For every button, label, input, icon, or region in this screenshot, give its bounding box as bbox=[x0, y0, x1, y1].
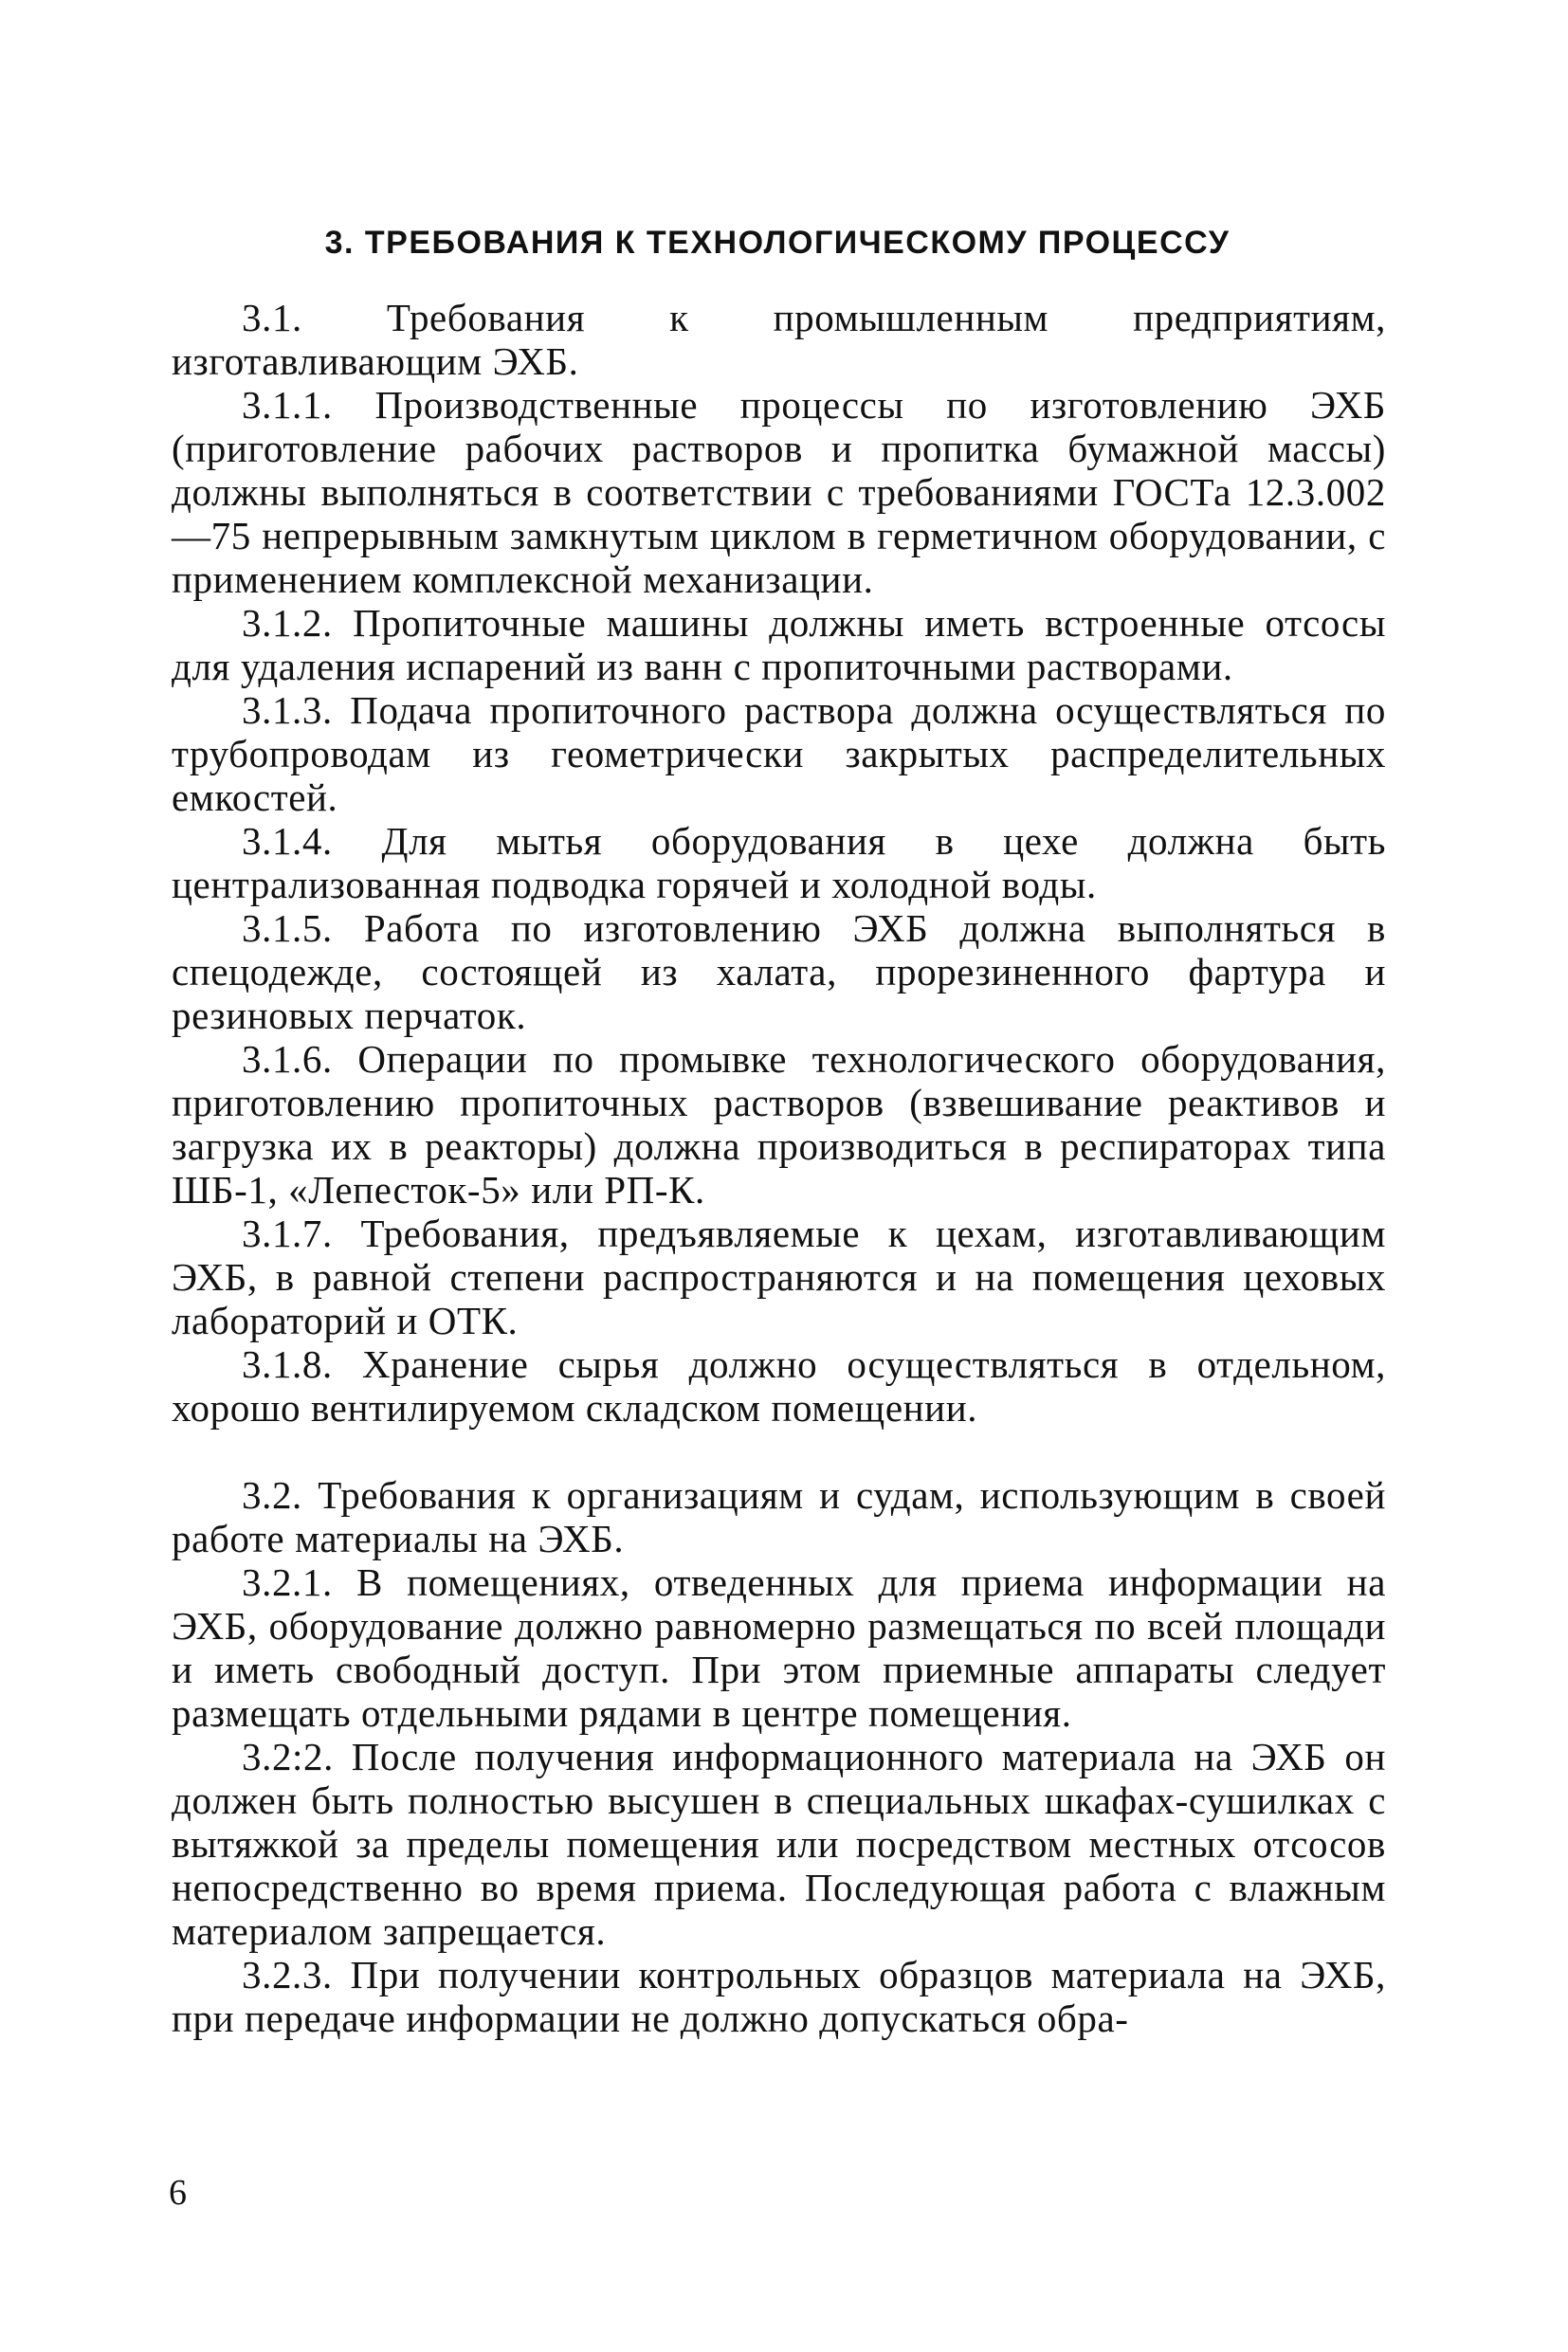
section-heading: 3. ТРЕБОВАНИЯ К ТЕХНОЛОГИЧЕСКОМУ ПРОЦЕССУ bbox=[324, 225, 1231, 261]
section-spacer bbox=[172, 1430, 1386, 1473]
paragraph-3-1-6: 3.1.6. Операции по промывке технологического оборудования, приготовлению пропиточных растворов (взвешивание реактивов и загрузка их в реакторы) должна производиться в респираторах типа ШБ-1, «Лепесток-5» или РП-К. bbox=[172, 1037, 1386, 1212]
paragraph-3-1-1: 3.1.1. Производственные процессы по изготовлению ЭХБ (приготовление рабочих растворов и пропитка бумажной массы) должны выполняться в соответствии с требованиями ГОСТа 12.3.002—75 непрерывным замкнутым циклом в герметичном оборудовании, с применением комплексной механизации. bbox=[172, 383, 1386, 601]
paragraph-3-1-5: 3.1.5. Работа по изготовлению ЭХБ должна выполняться в спецодежде, состоящей из халата, прорезиненного фартура и резиновых перчаток. bbox=[172, 906, 1386, 1037]
paragraph-3-1-2: 3.1.2. Пропиточные машины должны иметь встроенные отсосы для удаления испарений из ванн с пропиточными растворами. bbox=[172, 601, 1386, 688]
paragraph-3-2-1: 3.2.1. В помещениях, отведенных для приема информации на ЭХБ, оборудование должно равномерно размещаться по всей площади и иметь свободный доступ. При этом приемные аппараты следует размещать отдельными рядами в центре помещения. bbox=[172, 1560, 1386, 1735]
paragraph-3-1-8: 3.1.8. Хранение сырья должно осуществляться в отдельном, хорошо вентилируемом складском помещении. bbox=[172, 1342, 1386, 1430]
paragraph-3-2-3: 3.2.3. При получении контрольных образцов материала на ЭХБ, при передаче информации не должно допускаться обра- bbox=[172, 1953, 1386, 2040]
paragraph-3-2: 3.2. Требования к организациям и судам, использующим в своей работе материалы на ЭХБ. bbox=[172, 1473, 1386, 1560]
paragraph-3-1-3: 3.1.3. Подача пропиточного раствора должна осуществляться по трубопроводам из геометрически закрытых распределительных емкостей. bbox=[172, 688, 1386, 819]
paragraph-3-1-4: 3.1.4. Для мытья оборудования в цехе должна быть централизованная подводка горячей и холодной воды. bbox=[172, 819, 1386, 906]
section-body bbox=[172, 296, 1386, 2040]
paragraph-3-2-2: 3.2:2. После получения информационного материала на ЭХБ он должен быть полностью высушен в специальных шкафах-сушилках с вытяжкой за пределы помещения или посредством местных отсосов непосредственно во время приема. Последующая работа с влажным материалом запрещается. bbox=[172, 1735, 1386, 1953]
paragraph-3-1: 3.1. Требования к промышленным предприятиям, изготавливающим ЭХБ. bbox=[172, 296, 1386, 383]
page-number: 6 bbox=[169, 2173, 187, 2213]
paragraph-3-1-7: 3.1.7. Требования, предъявляемые к цехам, изготавливающим ЭХБ, в равной степени распространяются и на помещения цеховых лабораторий и ОТК. bbox=[172, 1212, 1386, 1342]
